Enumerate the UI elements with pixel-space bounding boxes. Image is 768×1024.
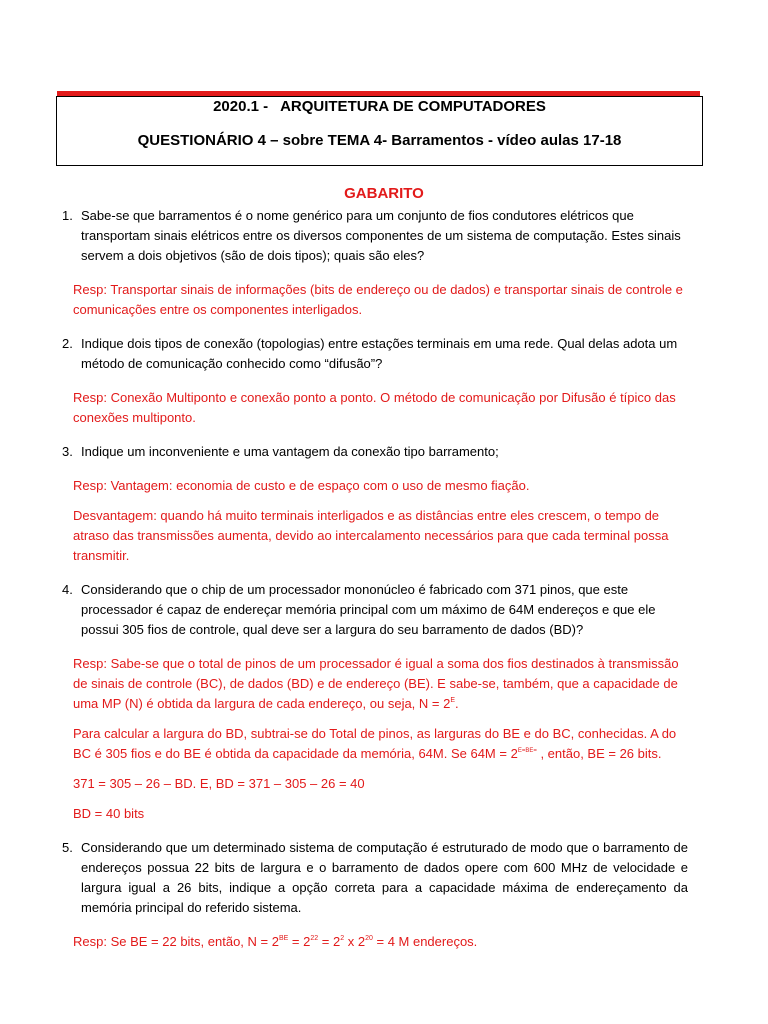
answer-4-part-2 xyxy=(73,724,688,764)
question-number: 1. xyxy=(62,208,73,223)
answer-text: x 2 xyxy=(344,934,366,949)
exponent: 2 xyxy=(340,935,345,942)
answer-4-result: BD = 40 bits xyxy=(73,806,145,821)
question-4 xyxy=(62,580,688,640)
question-number: 2. xyxy=(62,336,73,351)
question-2 xyxy=(62,334,688,374)
question-number: 4. xyxy=(62,582,73,597)
question-text: Indique um inconveniente e uma vantagem da conexão tipo barramento; xyxy=(81,444,499,459)
answer-text: = 4 M endereços. xyxy=(372,934,478,949)
answer-text: = 2 xyxy=(288,934,311,949)
answer-text-end: , então, BE = 26 bits. xyxy=(536,746,662,761)
answer-text-end: . xyxy=(455,696,459,711)
course-title: 2020.1 - ARQUITETURA DE COMPUTADORES xyxy=(213,98,546,115)
question-3 xyxy=(62,442,688,462)
answer-4-calculation: 371 = 305 – 26 – BD. E, BD = 371 – 305 – 26 = 40 xyxy=(73,776,365,791)
answer-text: Resp: Sabe-se que o total de pinos de um processador é igual a soma dos fios destinados à transmissão de sinais de controle (BC), de dados (BD) e de endereço (BE). E sabe-se, também, que a capacidade de uma MP (N) é obtida da largura de cada endereço, ou seja, N = 2 xyxy=(73,656,679,711)
answer-4-part-1 xyxy=(73,654,688,714)
answer-text: = 2 xyxy=(318,934,341,949)
question-number: 5. xyxy=(62,840,73,855)
exponent: E=BE= xyxy=(517,748,537,754)
exponent: 22 xyxy=(310,935,319,942)
question-text: Considerando que um determinado sistema de computação é estruturado de modo que o barramento de endereços possua 22 bits de largura e o barramento de dados opere com 600 MHz de velocidade e largura igual a 26 bits, indique a opção correta para a capacidade máxima de endereçamento da memória principal do referido sistema. xyxy=(81,840,688,915)
document-body xyxy=(62,206,688,966)
answer-1: Resp: Transportar sinais de informações (bits de endereço ou de dados) e transportar sinais de controle e comunicações entre os componentes interligados. xyxy=(73,282,683,317)
question-text: Sabe-se que barramentos é o nome genérico para um conjunto de fios condutores elétricos que transportam sinais elétricos entre os diversos componentes de um sistema de computação. Estes sinais servem a dois objetivos (são de dois tipos); quais são eles? xyxy=(81,208,681,263)
gabarito-heading: GABARITO xyxy=(344,185,424,202)
answer-3-disadvantage: Desvantagem: quando há muito terminais interligados e as distâncias entre eles crescem, o tempo de atraso das transmissões aumenta, devido ao intercalamento necessários para que cada terminal possa transmitir. xyxy=(73,508,669,563)
header-box xyxy=(56,96,703,166)
exponent: 20 xyxy=(365,935,373,942)
answer-5 xyxy=(73,932,688,952)
question-text: Considerando que o chip de um processador mononúcleo é fabricado com 371 pinos, que este processador é capaz de endereçar memória principal com um máximo de 64M endereços e que ele possui 305 fios de controle, qual deve ser a largura do seu barramento de dados (BD)? xyxy=(81,582,656,637)
answer-text: Resp: Se BE = 22 bits, então, N = 2 xyxy=(73,934,279,949)
exponent: BE xyxy=(278,935,289,942)
exponent: E xyxy=(450,697,456,704)
question-5 xyxy=(62,838,688,918)
answer-2: Resp: Conexão Multiponto e conexão ponto a ponto. O método de comunicação por Difusão é típico das conexões multiponto. xyxy=(73,390,676,425)
answer-3-advantage: Resp: Vantagem: economia de custo e de espaço com o uso de mesmo fiação. xyxy=(73,478,530,493)
question-1 xyxy=(62,206,688,266)
question-text: Indique dois tipos de conexão (topologias) entre estações terminais em uma rede. Qual delas adota um método de comunicação conhecido como “difusão”? xyxy=(81,336,678,371)
questionnaire-title: QUESTIONÁRIO 4 – sobre TEMA 4- Barramentos - vídeo aulas 17-18 xyxy=(137,132,622,149)
question-number: 3. xyxy=(62,444,73,459)
answer-text: Para calcular a largura do BD, subtrai-se do Total de pinos, as larguras do BE e do BC, conhecidas. A do BC é 305 fios e do BE é obtida da capacidade da memória, 64M. Se 64M = 2 xyxy=(73,726,677,761)
